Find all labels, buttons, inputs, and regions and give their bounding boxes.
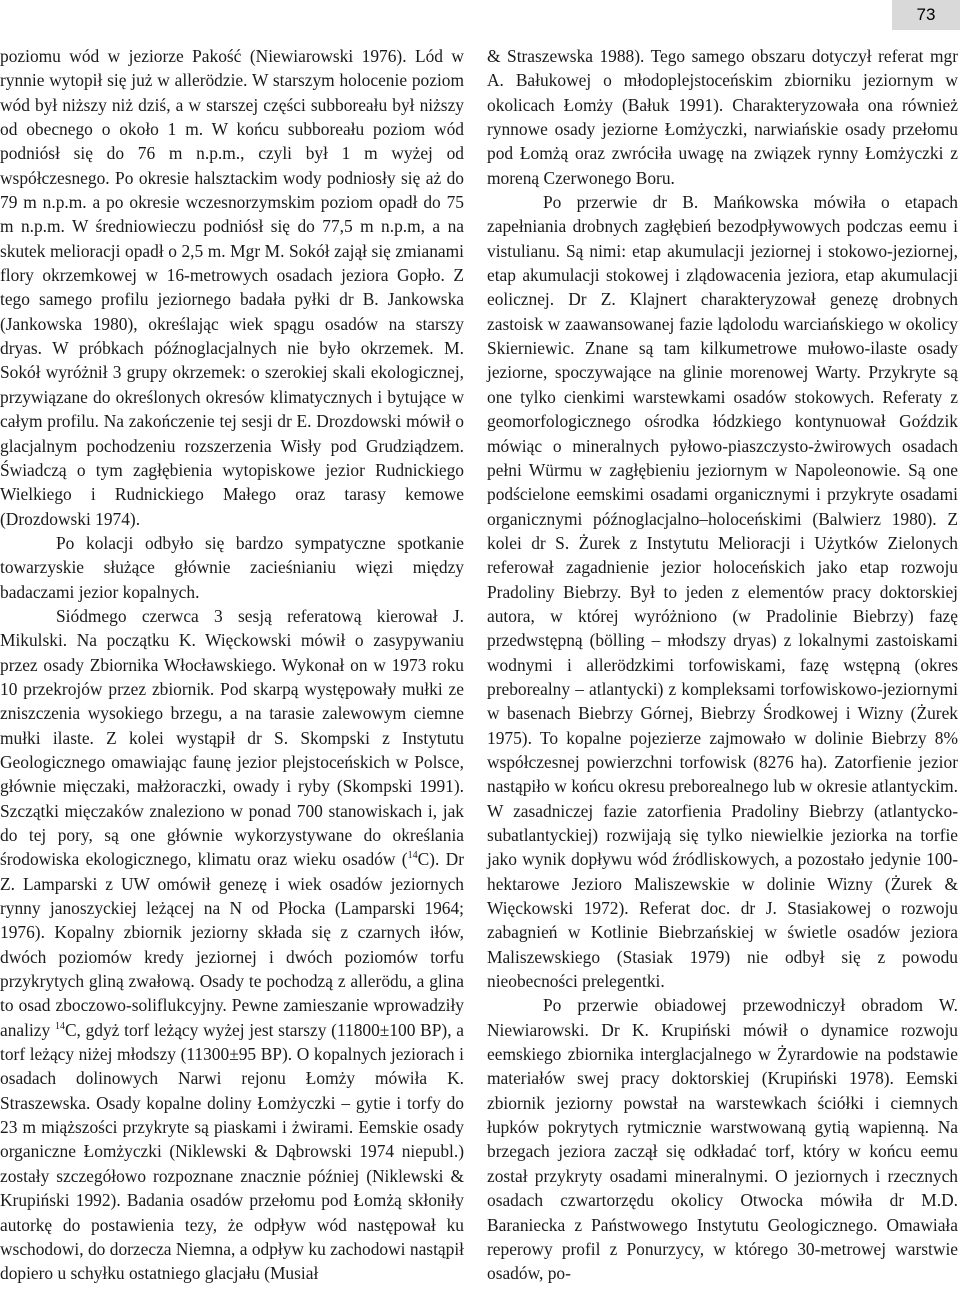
- left-paragraph-3-part-a: Siódmego czerwca 3 sesją referatową kierował J. Mikulski. Na początku K. Więckowski mówił o zasypywaniu przez osady Zbiornika Włocławskiego. Wykonał on w 1973 roku 10 przekrojów przez zbiornik. Pod skarpą występowały mułki ze zniszczenia wysokiego brzegu, a na tarasie zalewowym ciemne mułki ilaste. Z kolei wystąpił dr S. Skompski z Instytutu Geologicznego omawiając faunę jezior plejstoceńskich w Polsce, głównie mięczaki, małżoraczki, owady i ryby (Skompski 1991). Szczątki mięczaków znaleziono w ponad 700 stanowiskach i, jak do tej pory, są one głównie wykorzystywane do określania środowiska ekologicznego, klimatu oraz wieku osadów (: [0, 605, 464, 870]
- isotope-superscript-2: 14: [54, 1020, 65, 1032]
- right-paragraph-2: Po przerwie dr B. Mańkowska mówiła o etapach zapełniania drobnych zagłębień bezodpływowych podczas eemu i vistulianu. Są nimi: etap akumulacji jeziornej i stokowo-jeziornej, etap akumulacji stokowej i zlądowacenia jeziora, etap akumulacji eolicznej. Dr Z. Klajnert charakteryzował genezę drobnych zastoisk w zaawansowanej fazie lądolodu warciańskiego w okolicy Skierniewic. Znane są tam kilkumetrowe mułowo-ilaste osady jeziorne, spoczywające na glinie morenowej Warty. Przykryte są one tylko cienkimi warstewkami osadów stokowych. Referaty z geomorfologicznego ośrodka łódzkiego kontynuował Goździk mówiąc o mineralnych pyłowo-piaszczysto-żwirowych osadach pełni Würmu w zagłębieniu jeziornym w Napoleonowie. Są one podścielone eemskimi osadami organicznymi i przykryte osadami organicznymi późnoglacjalno–holoceńskimi (Balwierz 1980). Z kolei dr S. Żurek z Instytutu Melioracji i Użytków Zielonych referował zagadnienie jezior holoceńskich jako etap rozwoju Pradoliny Biebrzy. Był to jeden z elementów pracy doktorskiej autora, w której wyróżniono (w Pradolinie Biebrzy) fazę przedwstępną (bölling – młodszy dryas) z lokalnymi zastoiskami wodnymi i allerödzkimi torfowiskami, fazę wstępną (okres preborealny – atlantycki) z kompleksami torfowiskowo-jeziornymi w basenach Biebrzy Górnej, Biebrzy Środkowej i Wizny (Żurek 1975). To kopalne pojezierze zajmowało w dolinie Biebrzy 8% współczesnej powierzchni torfowisk (8276 ha). Zatorfienie jezior nastąpiło w końcu okresu preborealnego lub w okresie atlantyckim. W zasadniczej fazie zatorfienia Pradoliny Biebrzy (atlantycko-subatlantyckiej) rozwijają się tylko niewielkie jeziorka na torfie jako wynik dopływu wód źródliskowych, a pozostało jedynie 100-hektarowe Jezioro Maliszewskie w dolinie Wizny (Żurek & Więckowski 1972). Referat doc. dr J. Stasiakowej o rozwoju zabagnień w Kotlinie Biebrzańskiej w świetle osadów jeziora Maliszewskiego (Stasiak 1979) nie odbył się z powodu nieobecności prelegentki.: [487, 192, 958, 992]
- left-paragraph-3: [0, 604, 464, 1286]
- right-column: [487, 44, 958, 1286]
- right-paragraph-1: & Straszewska 1988). Tego samego obszaru dotyczył referat mgr A. Bałukowej o młodoplejstoceńskim zbiorniku jeziornym w okolicach Łomży (Bałuk 1991). Charakteryzowała ona również rynnowe osady jeziorne Łomżyczki, narwiańskie osady przełomu pod Łomżą oraz zwróciła uwagę na związek rynny Łomżyczki z moreną Czerwonego Boru.: [487, 46, 958, 188]
- right-paragraph-3: Po przerwie obiadowej przewodniczył obradom W. Niewiarowski. Dr K. Krupiński mówił o dynamice rozwoju eemskiego zbiornika interglacjalnego w Żyrardowie na podstawie materiałów swej pracy doktorskiej (Krupiński 1978). Eemski zbiornik jeziorny powstał na warstewkach ściółki i ciemnych łupków pokrytych rytmicznie warstwowaną gytią wapienną. Na brzegach jeziora zaczął się odkładać torf, który w końcu eemu został przykryty osadami mineralnymi. O jeziornych i rzecznych osadach czwartorzędu okolicy Otwocka mówiła dr M.D. Baraniecka z Państwowego Instytutu Geologicznego. Omawiała reperowy profil z Ponurzycy, w którego 30-metrowej warstwie osadów, po-: [487, 995, 958, 1284]
- left-paragraph-1: poziomu wód w jeziorze Pakość (Niewiarowski 1976). Lód w rynnie wytopił się już w allerödzie. W starszym holocenie poziom wód był niższy niż dziś, a w starszej części subboreału był niższy od obecnego o około 1 m. W końcu subboreału poziom wód podniósł się do 76 m n.p.m., czyli był 1 m wyżej od współczesnego. Po okresie halsztackim wody podniosły się aż do 79 m n.p.m. a po okresie wczesnorzymskim poziom opadł do 75 m n.p.m. W średniowieczu podniósł się do 77,5 m n.p.m, a na skutek melioracji opadł o 2,5 m. Mgr M. Sokół zajął się zmianami flory okrzemkowej w 16-metrowych osadach jeziora Gopło. Z tego samego profilu jeziornego badała pyłki dr B. Jankowska (Jankowska 1980), określając wiek spągu osadów na starszy dryas. W próbkach późnoglacjalnych nie było okrzemek. M. Sokół wyróżnił 3 grupy okrzemek: o szerokiej skali ekologicznej, przywiązane do określonych okresów klimatycznych i bytujące w całym profilu. Na zakończenie tej sesji dr E. Drozdowski mówił o glacjalnym pochodzeniu rozszerzenia Wisły pod Grudziądzem. Świadczą o tym zagłębienia wytopiskowe jezior Rudnickiego Wielkiego i Rudnickiego Małego oraz tarasy kemowe (Drozdowski 1974).: [0, 46, 464, 529]
- isotope-superscript-1: 14: [407, 850, 418, 862]
- left-paragraph-3-part-c: C, gdyż torf leżący wyżej jest starszy (11800±100 BP), a torf leżący niżej młodszy (11300±95 BP). O kopalnych jeziorach i osadach dolinowych Narwi rejonu Łomży mówiła K. Straszewska. Osady kopalne doliny Łomżyczki – gytie i torfy do 23 m miąższości przykryte są piaskami i żwirami. Eemskie osady organiczne Łomżyczki (Niklewski & Dąbrowski 1974 niepubl.) zostały szczegółowo rozpoznane znacznie później (Niklewski & Krupiński 1992). Badania osadów przełomu pod Łomżą skłoniły autorkę do postawienia tezy, że odpływ wód następował ku wschodowi, do dorzecza Niemna, a odpływ ku zachodowi nastąpił dopiero u schyłku ostatniego glacjału (Musiał: [0, 1019, 464, 1284]
- page-number: 73: [892, 0, 960, 30]
- left-column: [0, 44, 464, 1286]
- left-paragraph-3-part-b: C). Dr Z. Lamparski z UW omówił genezę i wiek osadów jeziornych rynny janoszyckiej leżącej na N od Płocka (Lamparski 1964; 1976). Kopalny zbiornik jeziorny składa się z czarnych iłów, dwóch poziomów kredy jeziornej i dwóch poziomów torfu przykrytych gliną zwałową. Osady te pochodzą z allerödu, a glina to osad zboczowo-soliflukcyjny. Pewne zamieszanie wprowadziły analizy: [0, 849, 465, 1040]
- left-paragraph-2: Po kolacji odbyło się bardzo sympatyczne spotkanie towarzyskie służące głównie zacieśnianiu więzi między badaczami jezior kopalnych.: [0, 532, 464, 602]
